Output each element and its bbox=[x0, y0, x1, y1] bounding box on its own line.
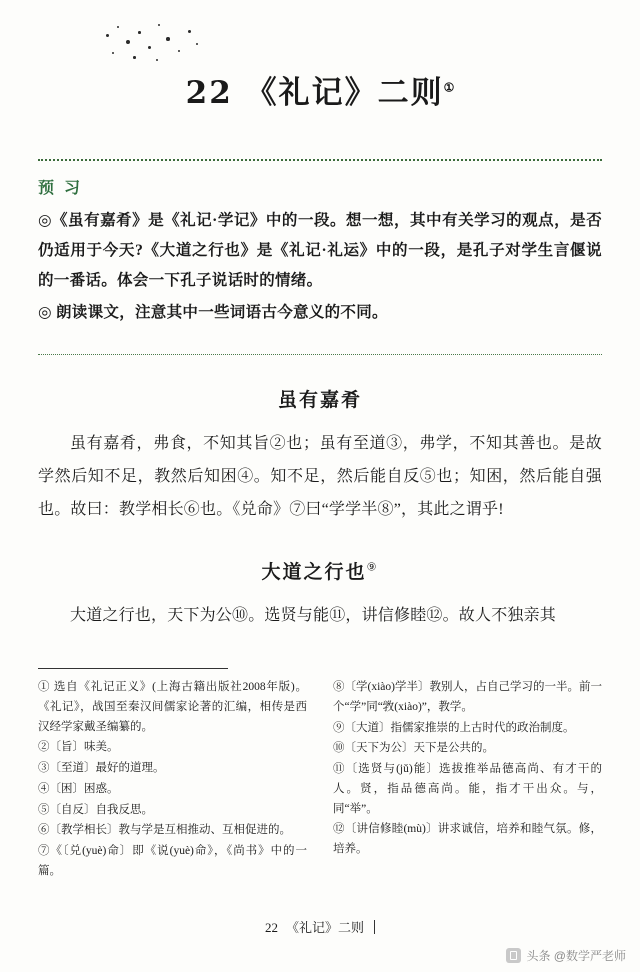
page-title-superscript: ① bbox=[443, 80, 455, 95]
page-footer bbox=[0, 917, 640, 936]
section-paragraph: 大道之行也，天下为公⑩。选贤与能⑪，讲信修睦⑫。故人不独亲其 bbox=[70, 606, 557, 624]
lesson-section-2 bbox=[38, 557, 602, 633]
toutiao-logo-icon bbox=[506, 948, 521, 963]
divider-bottom bbox=[38, 354, 602, 355]
page-title bbox=[186, 67, 455, 112]
title-block bbox=[38, 0, 602, 133]
section-paragraph: 虽有嘉肴，弗食，不知其旨②也；虽有至道③，弗学，不知其善也。是故学然后知不足，教然后知困④。知不足，然后能自反⑤也；知困，然后能自强也。故曰：教学相长⑥也。《兑命》⑦曰“学学半⑧”，其此之谓乎! bbox=[38, 435, 602, 518]
footnote-item: ②〔旨〕味美。 bbox=[38, 741, 119, 754]
divider-top bbox=[38, 159, 602, 161]
footnote-item: ① 选自《礼记正义》(上海古籍出版社2008年版)。《礼记》，战国至秦汉间儒家论著的汇编，相传是西汉经学家戴圣编纂的。 bbox=[38, 681, 307, 733]
section-title bbox=[38, 385, 602, 412]
page-number: 22 bbox=[264, 920, 278, 935]
lesson-section-1 bbox=[38, 385, 602, 526]
footnote-item: ⑫〔讲信修睦(mù)〕讲求诚信，培养和睦气氛。修，培养。 bbox=[333, 823, 602, 856]
footnote-item: ⑤〔自反〕自我反思。 bbox=[38, 803, 153, 816]
section-title-text: 大道之行也 bbox=[261, 561, 367, 583]
footnote-item: ⑨〔大道〕指儒家推崇的上古时代的政治制度。 bbox=[333, 721, 575, 734]
preview-item: ◎《虽有嘉肴》是《礼记·学记》中的一段。想一想，其中有关学习的观点，是否仍适用于今天?《大道之行也》是《礼记·礼运》中的一段，是孔子对学生言偃说的一番话。体会一下孔子说话时的情绪。 bbox=[38, 211, 602, 289]
footnote-item: ⑧〔学(xiào)学半〕教别人，占自己学习的一半。前一个“学”同“敩(xiào)”，教学。 bbox=[333, 681, 602, 713]
footnote-item: ③〔至道〕最好的道理。 bbox=[38, 762, 165, 775]
footer-rule bbox=[374, 920, 375, 934]
footnote-item: ⑥〔教学相长〕教与学是互相推动、互相促进的。 bbox=[38, 824, 291, 837]
preview-section bbox=[38, 175, 602, 329]
decorative-dots bbox=[100, 22, 210, 66]
running-title: 《礼记》二则 bbox=[285, 920, 364, 935]
footnote-item: ⑦《〔兑(yuè)命〕即《说(yuè)命》，《尚书》中的一篇。 bbox=[38, 845, 307, 877]
footnote-column-right bbox=[333, 678, 602, 883]
footnote-item: ④〔困〕困惑。 bbox=[38, 782, 119, 795]
footnote-separator bbox=[38, 668, 228, 669]
watermark bbox=[506, 947, 626, 964]
section-title bbox=[38, 557, 602, 584]
page-title-text: 22 《礼记》二则 bbox=[185, 74, 444, 111]
footnote-item: ⑪〔选贤与(jǔ)能〕选拔推举品德高尚、有才干的人。贤，指品德高尚。能，指才干出众。与，同“举”。 bbox=[333, 763, 602, 815]
footnotes bbox=[38, 678, 602, 883]
section-title-text: 虽有嘉肴 bbox=[277, 390, 362, 412]
watermark-text: 头条 @数学严老师 bbox=[526, 949, 626, 963]
section-title-superscript: ⑨ bbox=[366, 561, 379, 574]
preview-item: ◎ 朗读课文，注意其中一些词语古今意义的不同。 bbox=[38, 304, 388, 322]
footnote-item: ⑩〔天下为公〕天下是公共的。 bbox=[333, 742, 494, 755]
preview-heading: 预 习 bbox=[38, 179, 84, 197]
footnote-column-left bbox=[38, 678, 307, 883]
